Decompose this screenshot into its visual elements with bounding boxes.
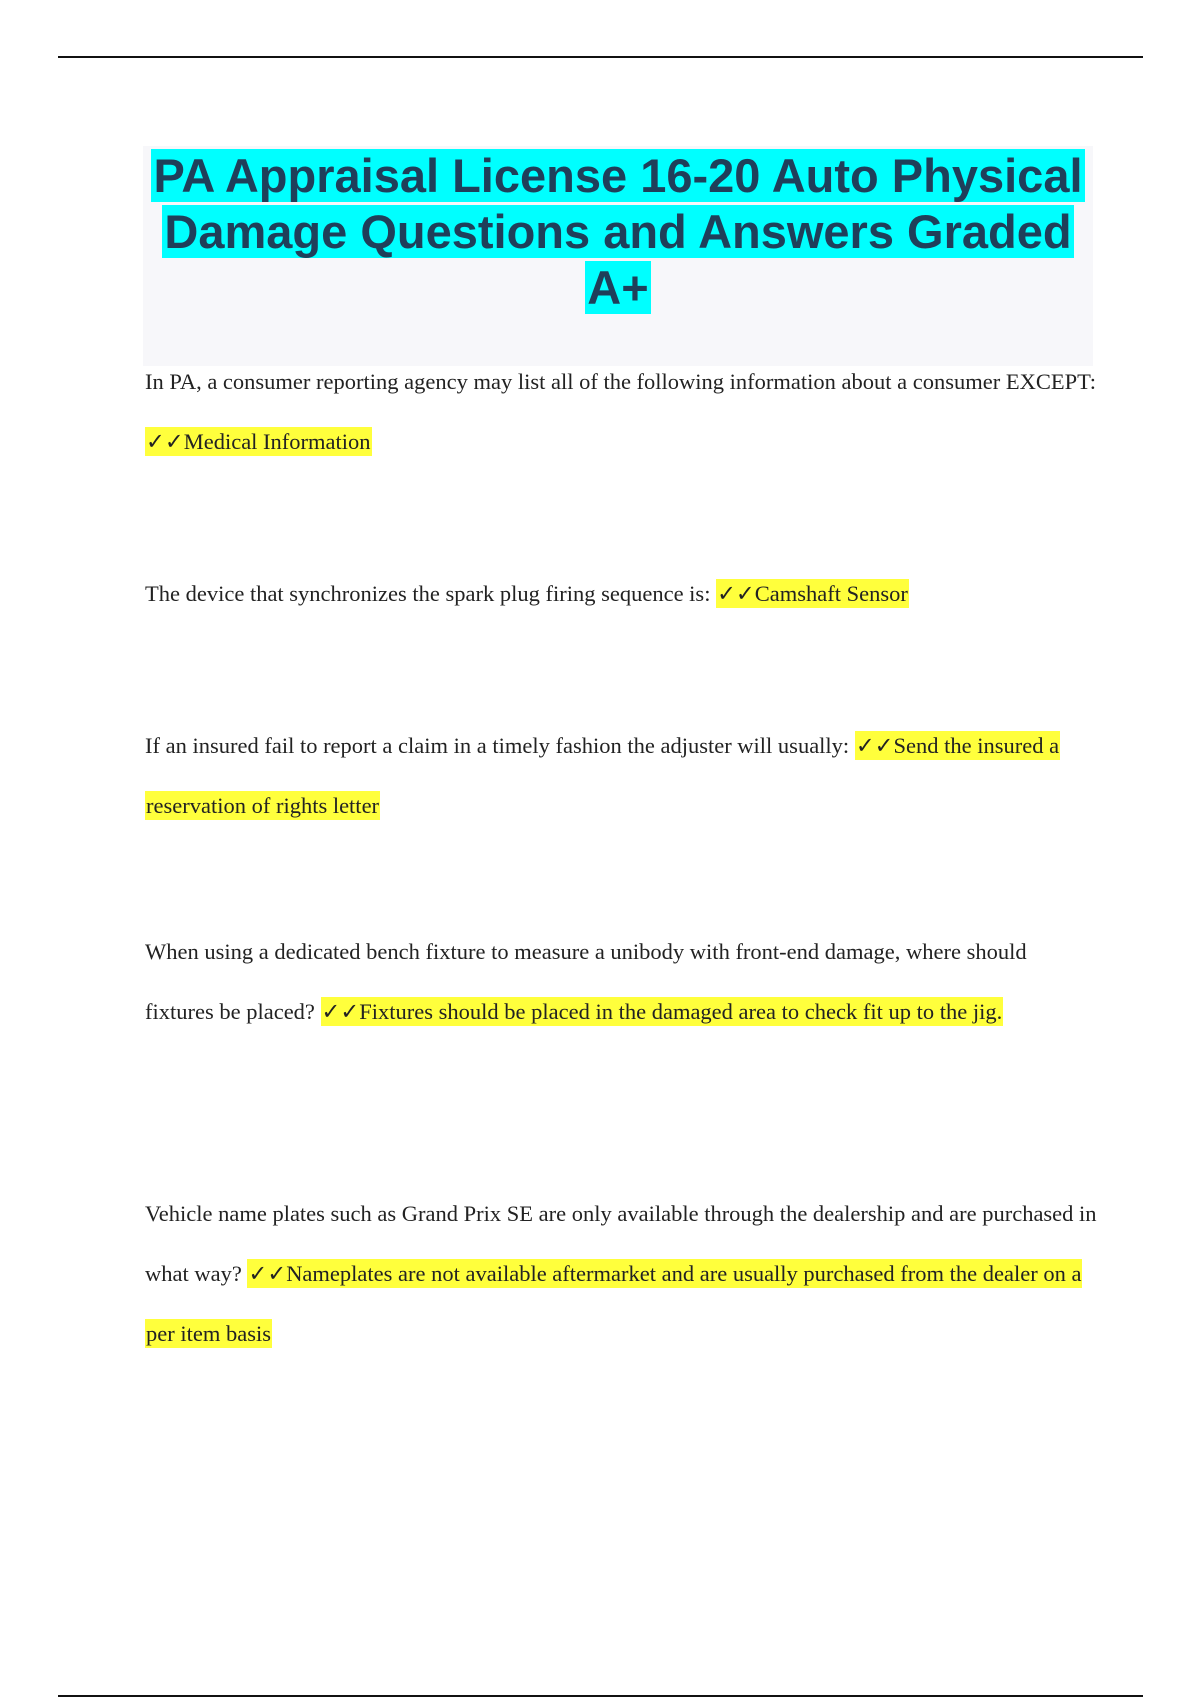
qa-item-1 [145, 352, 1105, 472]
answer-highlight [716, 579, 909, 608]
qa-item-5 [145, 1184, 1105, 1364]
bottom-rule [58, 1695, 1143, 1697]
checkmark-icon: ✓✓ [855, 733, 894, 758]
question-text: If an insured fail to report a claim in a timely fashion the adjuster will usually: [145, 733, 855, 758]
top-rule [58, 56, 1143, 58]
answer-highlight [321, 997, 1004, 1026]
checkmark-icon: ✓✓ [146, 429, 184, 454]
answer-highlight [145, 427, 372, 456]
question-text: Vehicle name plates such as Grand Prix SE are only available through the dealership and are purchased in what way? [145, 1201, 1097, 1286]
answer-text: Medical Information [183, 429, 371, 454]
qa-item-3 [145, 716, 1085, 836]
document-title-text: PA Appraisal License 16-20 Auto Physical Damage Questions and Answers Graded A+ [153, 149, 1083, 314]
answer-text: Fixtures should be placed in the damaged area to check fit up to the jig. [359, 999, 1003, 1024]
qa-item-2 [145, 564, 1085, 624]
checkmark-icon: ✓✓ [248, 1261, 287, 1286]
question-text: The device that synchronizes the spark plug firing sequence is: [145, 581, 717, 606]
answer-text: Nameplates are not available aftermarket and are usually purchased from the dealer on a per item basis [146, 1261, 1082, 1346]
qa-item-4 [145, 922, 1085, 1042]
question-text: In PA, a consumer reporting agency may list all of the following information about a consumer EXCEPT: [145, 369, 1096, 394]
checkmark-icon: ✓✓ [321, 999, 360, 1024]
title-box [143, 146, 1093, 366]
document-title [143, 146, 1093, 316]
answer-text: Camshaft Sensor [754, 581, 908, 606]
question-text: When using a dedicated bench fixture to measure a unibody with front-end damage, where should fixtures be placed? [145, 939, 1027, 1024]
checkmark-icon: ✓✓ [717, 581, 755, 606]
answer-highlight [145, 1259, 1082, 1348]
answer-text: Send the insured a reservation of rights letter [146, 733, 1060, 818]
